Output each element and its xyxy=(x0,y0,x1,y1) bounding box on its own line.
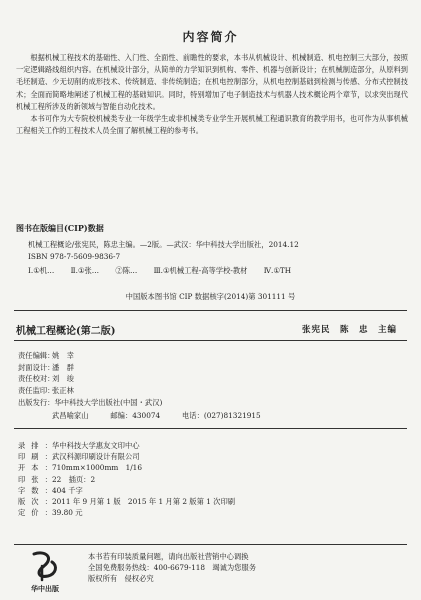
publisher-logo-icon xyxy=(20,548,70,594)
credit-label: 封面设计： xyxy=(18,362,55,372)
cip-class-item: Ⅰ.①机… xyxy=(28,266,55,275)
notice-line: 本书若有印装质量问题，请向出版社营销中心调换 xyxy=(88,552,249,561)
cip-bibliographic-line: 机械工程概论/张宪民，陈忠主编。—2版。—武汉：华中科技大学出版社，2014.12 xyxy=(28,240,299,249)
summary-paragraph: 根据机械工程技术的基础性、入门性、全面性、前瞻性的要求，本书从机械设计、机械制造、机电控制三大部分，按照一定逻辑路线组织内容。在机械设计部分，从简单的力学知识到机构、零件、机器与创新设计；在机械制造部分，从原料到毛坯制造、少无切削的成形技术、传统制造、非传统制造；在机电控制部分，从机电控制基础到检测与传感、分布式控制技术；全面而简略地阐述了机械工程的基础知识。同时，特别增加了电子制造技术与机器人技术概论两个章节，以求突出现代机械工程所涉及的新领域与智能自动化技术。 xyxy=(16,53,408,111)
notice-line: 版权所有 侵权必究 xyxy=(88,574,154,584)
publisher-logo-text: 华中出版 xyxy=(31,584,59,593)
credit-row xyxy=(18,373,398,385)
imprint-value: 39.80 元 xyxy=(52,508,83,518)
imprint-list xyxy=(18,440,398,518)
summary-paragraph: 本书可作为大专院校机械类专业一年级学生或非机械类专业学生开展机械工程通识教育的教学用书，也可作为从事机械工程相关工作的工程技术人员全面了解机械工程的参考书。 xyxy=(16,114,408,136)
service-notice xyxy=(88,551,328,585)
imprint-row xyxy=(18,440,398,451)
cip-classification xyxy=(28,266,305,276)
imprint-value: 22 插页：2 xyxy=(52,474,96,484)
imprint-row xyxy=(18,451,398,462)
imprint-label: 定价： xyxy=(18,508,58,518)
cip-isbn: ISBN 978-7-5609-9836-7 xyxy=(28,252,121,261)
imprint-label: 录排： xyxy=(18,441,58,450)
cip-class-item: Ⅱ.①张… xyxy=(70,266,100,275)
divider xyxy=(14,310,407,311)
credit-label: 责任校对： xyxy=(18,374,55,384)
publisher-line: 出版发行：华中科技大学出版社(中国・武汉) xyxy=(18,398,163,407)
imprint-label: 印张： xyxy=(18,474,58,484)
credit-value: 潘 群 xyxy=(52,362,74,372)
publisher-address-line: 武昌喻家山 邮编：430074 电话：(027)81321915 xyxy=(52,411,261,420)
credit-value: 刘 竣 xyxy=(52,374,74,384)
credit-row xyxy=(18,350,398,362)
credit-label: 责任编辑： xyxy=(18,351,55,360)
credits-list xyxy=(18,350,398,396)
credit-label: 责任监印： xyxy=(18,385,55,395)
divider xyxy=(14,544,407,545)
publisher-logo xyxy=(20,548,70,594)
notice-line: 全国免费服务热线：400-6679-118 竭诚为您服务 xyxy=(88,563,257,573)
cip-class-item: ②陈… xyxy=(115,266,138,275)
credit-row xyxy=(18,385,398,397)
imprint-row xyxy=(18,485,398,496)
imprint-value: 华中科技大学惠友文印中心 xyxy=(52,441,140,450)
cip-heading: 图书在版编目(CIP)数据 xyxy=(16,223,104,233)
imprint-label: 开本： xyxy=(18,463,58,473)
imprint-label: 印刷： xyxy=(18,452,58,462)
imprint-label: 字数： xyxy=(18,485,58,495)
divider xyxy=(14,428,407,429)
credit-value: 张正林 xyxy=(52,385,74,395)
cip-class-item: Ⅳ.①TH xyxy=(263,266,292,275)
cip-code-line: 中国版本图书馆 CIP 数据核字(2014)第 301111 号 xyxy=(125,292,296,301)
imprint-value: 2011 年 9 月第 1 版 2015 年 1 月第 2 版第 1 次印刷 xyxy=(52,496,236,506)
page-title: 内容简介 xyxy=(182,30,239,44)
imprint-row xyxy=(18,462,398,473)
imprint-value: 710mm×1000mm 1/16 xyxy=(52,463,142,473)
credit-value: 姚 幸 xyxy=(52,351,74,360)
book-editors: 张宪民 陈 忠 主编 xyxy=(301,325,397,335)
book-title: 机械工程概论(第二版) xyxy=(16,326,116,337)
imprint-label: 版次： xyxy=(18,496,58,506)
content-summary xyxy=(16,52,408,137)
imprint-value: 404 千字 xyxy=(52,485,83,495)
imprint-row xyxy=(18,496,398,507)
credit-row xyxy=(18,362,398,374)
imprint-value: 武汉科源印刷设计有限公司 xyxy=(52,452,140,462)
cip-class-item: Ⅲ.①机械工程-高等学校-教材 xyxy=(153,266,248,275)
divider xyxy=(14,340,407,341)
imprint-row xyxy=(18,507,398,518)
imprint-row xyxy=(18,474,398,485)
